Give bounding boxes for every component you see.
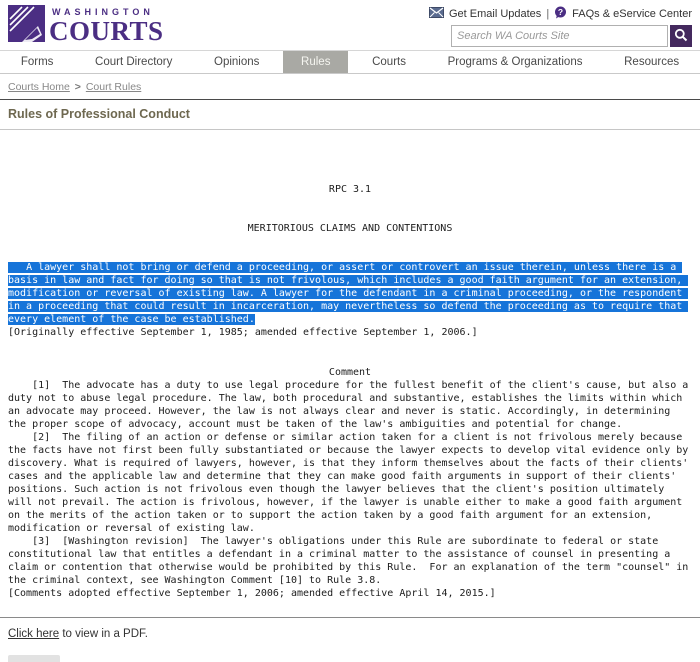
- footer-stub: [8, 655, 60, 662]
- faq-icon: [554, 6, 567, 22]
- comment-heading: Comment: [328, 367, 372, 378]
- section-divider-bottom: [0, 129, 700, 130]
- rule-number: RPC 3.1: [328, 184, 372, 195]
- nav-item-resources[interactable]: Resources: [624, 56, 680, 68]
- adopted-note: [Comments adopted effective September 1, 2006; amended effective April 14, 2015.]: [8, 588, 496, 599]
- main-nav: [0, 51, 700, 74]
- search-input[interactable]: [451, 25, 668, 47]
- page-title: Rules of Professional Conduct: [8, 107, 190, 121]
- pdf-link-line: [0, 618, 700, 640]
- comment-paragraph-3: [3] [Washington revision] The lawyer's obligations under this Rule are subordinate to federal or state constitutional law that entitles a defendant in a criminal matter to the assistance of counsel in presenting a claim or contention that otherwise would be prohibited by this Rule. For an explanation of the term "counsel" in the criminal context, see Washington Comment [10] to Rule 3.8.: [8, 536, 695, 586]
- nav-item-courts[interactable]: Courts: [372, 56, 406, 68]
- pdf-link[interactable]: Click here: [8, 628, 60, 640]
- nav-item-programs-organizations[interactable]: Programs & Organizations: [447, 56, 583, 68]
- breadcrumb-courts-home[interactable]: Courts Home: [8, 81, 70, 93]
- brand-name-bottom: COURTS: [49, 16, 164, 46]
- breadcrumb: [0, 74, 700, 99]
- utility-separator: |: [546, 8, 550, 20]
- comment-paragraph-2: [2] The filing of an action or defense or similar action taken for a client is not frivolous merely because the facts have not first been fully substantiated or because the lawyer expects to develop vital evidence only by discovery. What is required of lawyers, however, is that they inform themselves about the facts of their clients' cases and the applicable law and determine that they can make good faith arguments in support of their clients' positions. Such action is not frivolous even though the lawyer believes that the client's position ultimately will not prevail. The action is frivolous, however, if the lawyer is unable either to make a good faith argument on the merits of the action taken or to support the action taken by a good faith argument for an extension, modification or reversal of existing law.: [8, 432, 695, 534]
- site-header: [0, 0, 700, 51]
- courts-logo-icon: [8, 5, 45, 42]
- comment-paragraph-1: [1] The advocate has a duty to use legal procedure for the fullest benefit of the client's cause, but also a duty not to abuse legal procedure. The law, both procedural and substantive, establishes the limits within which an advocate may proceed. However, the law is not always clear and never is static. Accordingly, in determining the proper scope of advocacy, account must be taken of the law's ambiguities and potential for change.: [8, 380, 695, 430]
- pdf-link-suffix: to view in a PDF.: [59, 628, 148, 640]
- faq-eservice-link[interactable]: FAQs & eService Center: [572, 8, 692, 20]
- breadcrumb-separator: >: [74, 81, 81, 93]
- email-updates-link[interactable]: Get Email Updates: [448, 8, 542, 20]
- utility-links: [429, 6, 692, 22]
- search-bar: [451, 25, 692, 47]
- email-icon: [429, 7, 444, 21]
- nav-item-court-directory[interactable]: Court Directory: [95, 56, 173, 68]
- effective-note: [Originally effective September 1, 1985; amended effective September 1, 2006.]: [8, 327, 478, 338]
- rule-text-paragraph: [8, 261, 692, 326]
- courts-logo[interactable]: [8, 5, 164, 45]
- rule-title: MERITORIOUS CLAIMS AND CONTENTIONS: [247, 223, 453, 234]
- brand-name-top: WASHINGTON: [52, 7, 154, 17]
- breadcrumb-court-rules[interactable]: Court Rules: [85, 81, 142, 93]
- svg-text:?: ?: [558, 6, 564, 17]
- nav-item-opinions[interactable]: Opinions: [214, 56, 260, 68]
- search-icon: [674, 28, 688, 45]
- search-button[interactable]: [670, 25, 692, 47]
- selected-rule-text: A lawyer shall not bring or defend a proceeding, or assert or controvert an issue therein, unless there is a basis in law and fact for doing so that is not frivolous, which includes a good faith argument for an extension, modification or reversal of existing law. A lawyer for the defendant in a criminal proceeding, or the respondent in a proceeding that could result in incarceration, may nevertheless so defend the proceeding as to require that every element of the case be established.: [8, 262, 689, 325]
- nav-item-rules[interactable]: Rules: [283, 51, 348, 73]
- rule-document: [0, 157, 700, 600]
- nav-item-forms[interactable]: Forms: [20, 56, 54, 68]
